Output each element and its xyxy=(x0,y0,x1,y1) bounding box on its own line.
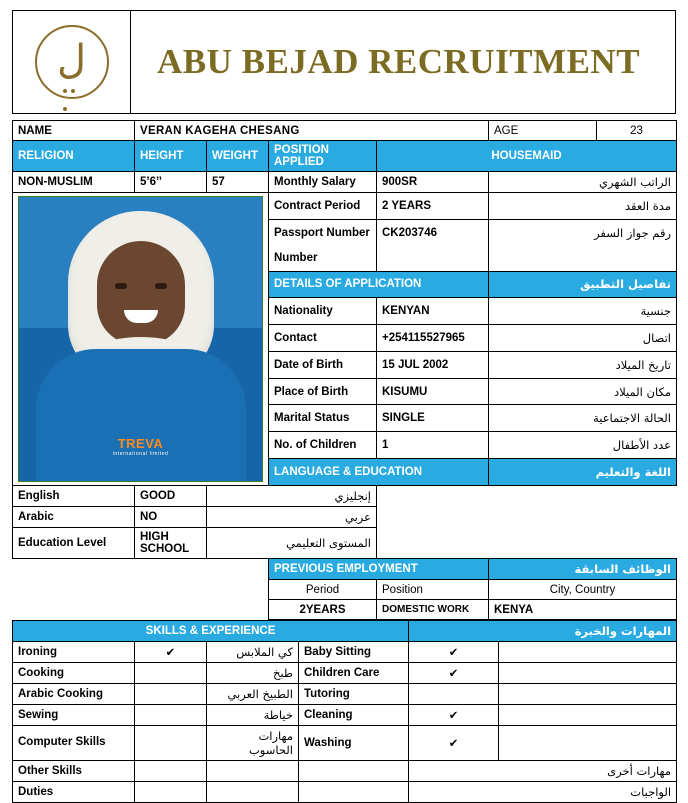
value-other-skills-3[interactable] xyxy=(299,761,409,782)
value-duties-2[interactable] xyxy=(207,782,299,803)
label-arabic-ar: عربي xyxy=(207,507,377,528)
skill-children-care-check[interactable]: ✔ xyxy=(409,663,499,684)
skill-baby-sitting-label: Baby Sitting xyxy=(299,642,409,663)
passport-number-ar-line2 xyxy=(489,245,677,271)
value-employment-position: DOMESTIC WORK xyxy=(377,600,489,620)
label-marital-status-ar: الحالة الاجتماعية xyxy=(489,405,677,432)
label-position-applied: POSITION APPLIED xyxy=(269,141,377,172)
label-duties: Duties xyxy=(13,782,135,803)
label-no-of-children-ar: عدد الأطفال xyxy=(489,432,677,459)
skill-tutoring-check[interactable] xyxy=(409,684,499,705)
value-name: VERAN KAGEHA CHESANG xyxy=(135,121,489,141)
label-duties-ar: الواجبات xyxy=(409,782,677,803)
applicant-photo xyxy=(18,196,263,482)
company-title: ABU BEJAD RECRUITMENT xyxy=(157,42,641,81)
skill-washing-check[interactable]: ✔ xyxy=(409,726,499,761)
section-details-title: DETAILS OF APPLICATION xyxy=(269,271,489,298)
label-place-of-birth-ar: مكان الميلاد xyxy=(489,378,677,405)
skill-row-1-notes xyxy=(499,642,677,663)
skills-table xyxy=(12,620,677,803)
table-row xyxy=(13,705,677,726)
skill-arabic-cooking-check[interactable] xyxy=(135,684,207,705)
value-height: 5’6’’ xyxy=(135,172,207,193)
label-nationality: Nationality xyxy=(269,298,377,325)
row-skills-header xyxy=(13,621,677,642)
table-row xyxy=(13,726,677,761)
skill-computer-skills-check[interactable] xyxy=(135,726,207,761)
badge-subtitle: international limited xyxy=(112,451,169,457)
row-attribute-values xyxy=(13,172,677,193)
skill-arabic-cooking-label: Arabic Cooking xyxy=(13,684,135,705)
label-contact: Contact xyxy=(269,325,377,352)
label-name: NAME xyxy=(13,121,135,141)
value-monthly-salary: 900SR xyxy=(377,172,489,193)
skill-row-5-notes xyxy=(499,726,677,761)
row-english xyxy=(13,486,677,507)
label-passport-number: Passport Number xyxy=(269,219,377,245)
label-nationality-ar: جنسية xyxy=(489,298,677,325)
label-contract-period-ar: مدة العقد xyxy=(489,193,677,220)
label-contract-period: Contract Period xyxy=(269,193,377,220)
value-nationality: KENYAN xyxy=(377,298,489,325)
skill-cooking-label: Cooking xyxy=(13,663,135,684)
value-contract-period: 2 YEARS xyxy=(377,193,489,220)
row-duties xyxy=(13,782,677,803)
row-employment-header xyxy=(13,559,677,580)
value-arabic: NO xyxy=(135,507,207,528)
section-employment-title-ar: الوظائف السابقة xyxy=(489,559,677,580)
value-no-of-children: 1 xyxy=(377,432,489,459)
col-period: Period xyxy=(269,580,377,600)
skill-ironing-label-ar: كي الملابس xyxy=(207,642,299,663)
col-city-country: City, Country xyxy=(489,580,677,600)
skill-tutoring-label: Tutoring xyxy=(299,684,409,705)
skill-row-3-notes xyxy=(499,684,677,705)
section-details-title-ar: تفاصيل التطبيق xyxy=(489,271,677,298)
table-row xyxy=(13,684,677,705)
value-weight: 57 xyxy=(207,172,269,193)
row-contract-period xyxy=(13,193,677,220)
applicant-photo-cell xyxy=(13,193,269,486)
label-monthly-salary: Monthly Salary xyxy=(269,172,377,193)
company-logo xyxy=(13,11,131,113)
row-employment-entry xyxy=(13,600,677,620)
cv-table xyxy=(12,120,677,620)
label-arabic: Arabic xyxy=(13,507,135,528)
value-employment-period: 2YEARS xyxy=(269,600,377,620)
skill-cleaning-check[interactable]: ✔ xyxy=(409,705,499,726)
logo-arabic-glyph: ل xyxy=(56,37,87,83)
row-education-level xyxy=(13,528,677,559)
logo-dots-icon xyxy=(61,80,83,85)
label-place-of-birth: Place of Birth xyxy=(269,378,377,405)
skill-row-2-notes xyxy=(499,663,677,684)
skill-ironing-label: Ironing xyxy=(13,642,135,663)
photo-uniform-badge xyxy=(113,436,169,457)
document-header xyxy=(12,10,676,114)
value-english: GOOD xyxy=(135,486,207,507)
skill-cleaning-label: Cleaning xyxy=(299,705,409,726)
label-passport-number-line2: Number xyxy=(269,245,377,271)
skill-cooking-label-ar: طبخ xyxy=(207,663,299,684)
table-row xyxy=(13,642,677,663)
value-employment-city: KENYA xyxy=(489,600,677,620)
label-education-level: Education Level xyxy=(13,528,135,559)
logo-ring-icon xyxy=(35,25,109,99)
row-attribute-headers xyxy=(13,141,677,172)
label-english: English xyxy=(13,486,135,507)
skill-sewing-check[interactable] xyxy=(135,705,207,726)
skill-row-4-notes xyxy=(499,705,677,726)
label-age: AGE xyxy=(489,121,597,141)
row-arabic xyxy=(13,507,677,528)
row-other-skills xyxy=(13,761,677,782)
label-english-ar: إنجليزي xyxy=(207,486,377,507)
value-religion: NON-MUSLIM xyxy=(13,172,135,193)
label-other-skills-ar: مهارات أخرى xyxy=(409,761,677,782)
value-marital-status: SINGLE xyxy=(377,405,489,432)
table-row xyxy=(13,663,677,684)
section-employment-title: PREVIOUS EMPLOYMENT xyxy=(269,559,489,580)
value-other-skills-2[interactable] xyxy=(207,761,299,782)
label-date-of-birth-ar: تاريخ الميلاد xyxy=(489,351,677,378)
value-age: 23 xyxy=(597,121,677,141)
row-name xyxy=(13,121,677,141)
value-other-skills-1[interactable] xyxy=(135,761,207,782)
value-duties-1[interactable] xyxy=(135,782,207,803)
skill-cooking-check[interactable] xyxy=(135,663,207,684)
col-position: Position xyxy=(377,580,489,600)
label-date-of-birth: Date of Birth xyxy=(269,351,377,378)
label-contact-ar: اتصال xyxy=(489,325,677,352)
skill-children-care-label: Children Care xyxy=(299,663,409,684)
section-language-title: LANGUAGE & EDUCATION xyxy=(269,459,489,486)
section-skills-title: SKILLS & EXPERIENCE xyxy=(13,621,409,642)
value-date-of-birth: 15 JUL 2002 xyxy=(377,351,489,378)
section-language-title-ar: اللغة والتعليم xyxy=(489,459,677,486)
badge-brand: TREVA xyxy=(117,436,164,451)
company-title-cell xyxy=(131,11,675,113)
value-passport-number: CK203746 xyxy=(377,219,489,245)
skill-sewing-label-ar: خياطة xyxy=(207,705,299,726)
value-place-of-birth: KISUMU xyxy=(377,378,489,405)
label-no-of-children: No. of Children xyxy=(269,432,377,459)
skill-computer-skills-label-ar: مهارات الحاسوب xyxy=(207,726,299,761)
value-position-applied: HOUSEMAID xyxy=(377,141,677,172)
section-skills-title-ar: المهارات والخبرة xyxy=(409,621,677,642)
value-education-level: HIGH SCHOOL xyxy=(135,528,207,559)
skill-arabic-cooking-label-ar: الطبيخ العربي xyxy=(207,684,299,705)
label-other-skills: Other Skills xyxy=(13,761,135,782)
skill-washing-label: Washing xyxy=(299,726,409,761)
skill-sewing-label: Sewing xyxy=(13,705,135,726)
value-contact: +254115527965 xyxy=(377,325,489,352)
label-passport-number-ar: رقم جواز السفر xyxy=(489,219,677,245)
skill-baby-sitting-check[interactable]: ✔ xyxy=(409,642,499,663)
value-passport-number-line2 xyxy=(377,245,489,271)
label-marital-status: Marital Status xyxy=(269,405,377,432)
label-monthly-salary-ar: الراتب الشهري xyxy=(489,172,677,193)
skill-computer-skills-label: Computer Skills xyxy=(13,726,135,761)
row-employment-columns xyxy=(13,580,677,600)
label-weight: WEIGHT xyxy=(207,141,269,172)
label-religion: RELIGION xyxy=(13,141,135,172)
label-education-level-ar: المستوى التعليمي xyxy=(207,528,377,559)
skill-ironing-check[interactable]: ✔ xyxy=(135,642,207,663)
value-duties-3[interactable] xyxy=(299,782,409,803)
label-height: HEIGHT xyxy=(135,141,207,172)
